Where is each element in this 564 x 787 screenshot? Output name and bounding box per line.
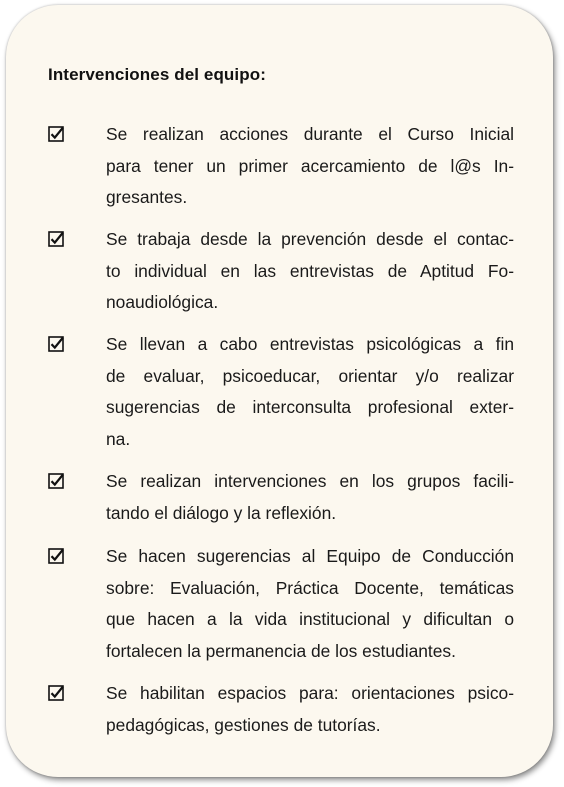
text-line: tando el diálogo y la reflexión. <box>106 502 337 523</box>
list-item-text <box>106 466 514 529</box>
checked-box-icon <box>48 473 64 489</box>
text-line: fortalecen la permanencia de los estudiantes. <box>106 640 456 661</box>
text-line: to individual en las entrevistas de Aptitud Fo- <box>106 260 514 281</box>
text-line: de evaluar, psicoeducar, orientar y/o realizar <box>106 365 514 386</box>
list-item-text <box>106 119 514 214</box>
checked-box-icon <box>48 548 64 564</box>
text-line: noaudiológica. <box>106 292 219 312</box>
text-line: Se llevan a cabo entrevistas psicológicas a fin <box>106 334 514 354</box>
text-card <box>6 5 553 777</box>
list-item-text <box>106 678 514 741</box>
text-line: Se realizan acciones durante el Curso Inicial <box>106 124 514 144</box>
text-line: Se realizan intervenciones en los grupos facili- <box>106 471 514 491</box>
card-title: Intervenciones del equipo: <box>48 65 266 84</box>
text-line: pedagógicas, gestiones de tutorías. <box>106 714 381 735</box>
text-line: na. <box>106 428 131 449</box>
text-line: sobre: Evaluación, Práctica Docente, temáticas <box>106 577 514 598</box>
list-item-text <box>106 224 514 319</box>
list-item-text <box>106 329 514 455</box>
checked-box-icon <box>48 126 64 142</box>
checked-box-icon <box>48 231 64 247</box>
checked-box-icon <box>48 685 64 701</box>
text-line: gresantes. <box>106 187 188 207</box>
text-line: Se trabaja desde la prevención desde el contac- <box>106 229 514 249</box>
text-line: Se hacen sugerencias al Equipo de Conducción <box>106 546 514 566</box>
text-line: sugerencias de interconsulta profesional exter- <box>106 397 514 417</box>
text-line: para tener un primer acercamiento de l@s In- <box>106 155 514 176</box>
list-item-text <box>106 541 514 667</box>
checked-box-icon <box>48 336 64 352</box>
text-line: que hacen a la vida institucional y dificultan o <box>106 609 514 629</box>
text-line: Se habilitan espacios para: orientaciones psico- <box>106 683 514 703</box>
